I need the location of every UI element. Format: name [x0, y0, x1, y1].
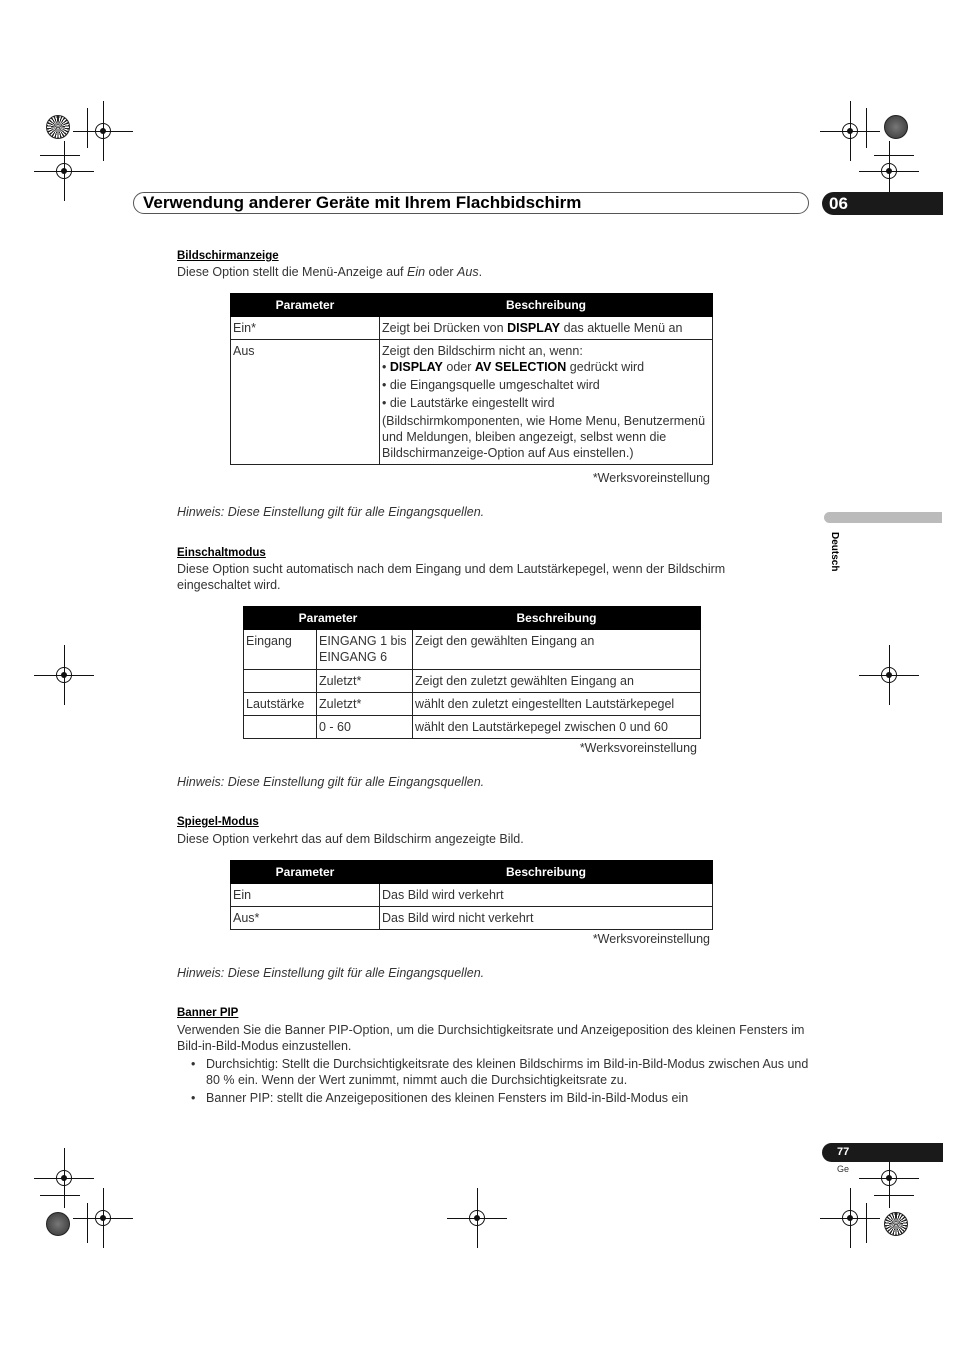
table-row: [244, 716, 701, 739]
desc-bullet: • die Lautstärke eingestellt wird: [382, 396, 555, 410]
table-row: [231, 884, 713, 907]
section-intro-osd: [177, 264, 482, 280]
list-item: • Durchsichtig: Stellt die Durchsichtigkeitsrate des kleinen Bildschirms im Bild-in-Bild-Modus zwischen Aus und 80 % ein. Wenn der Wert zunimmt, nimmt auch die Durchsichtigkeitsrate zu.: [177, 1056, 817, 1088]
registration-star-icon: [884, 115, 908, 139]
desc-cell: Zeigt den zuletzt gewählten Eingang an: [413, 670, 701, 693]
desc-text: die Eingangsquelle umgeschaltet wird: [389, 378, 600, 392]
table-header-row: [231, 861, 713, 884]
section-heading-osd: Bildschirmanzeige: [177, 250, 279, 262]
column-header-description: Beschreibung: [413, 607, 701, 630]
desc-note: (Bildschirmkomponenten, wie Home Menu, Benutzermenü und Meldungen, bleiben angezeigt, selbst wenn die Bildschirmanzeige-Option auf Aus einstellen.): [382, 414, 706, 460]
language-side-tab: [824, 512, 942, 523]
hint-note: Hinweis: Diese Einstellung gilt für alle Eingangsquellen.: [177, 505, 485, 519]
table-row: [231, 907, 713, 930]
section-heading-banner-pip: Banner PIP: [177, 1007, 239, 1019]
desc-text: die Lautstärke eingestellt wird: [389, 396, 555, 410]
intro-option-aus: Aus: [457, 265, 479, 279]
param-cell: Eingang: [244, 630, 317, 670]
factory-default-note: *Werksvoreinstellung: [579, 741, 697, 755]
column-header-parameter: Parameter: [244, 607, 413, 630]
desc-bullet: • die Eingangsquelle umgeschaltet wird: [382, 378, 600, 392]
crop-line: [866, 108, 867, 148]
value-cell: Zuletzt*: [317, 693, 413, 716]
table-header-row: [231, 294, 713, 317]
crop-line: [874, 1195, 914, 1196]
crop-line: [87, 1203, 88, 1243]
table-row: [244, 670, 701, 693]
desc-cell: wählt den zuletzt eingestellten Lautstärkepegel: [413, 693, 701, 716]
crop-line: [87, 108, 88, 148]
desc-cell: Das Bild wird verkehrt: [380, 884, 713, 907]
desc-cell: [380, 317, 713, 340]
intro-text: oder: [425, 265, 458, 279]
desc-text: oder: [442, 360, 475, 374]
crop-line: [40, 1195, 80, 1196]
section-intro-power-on: Diese Option sucht automatisch nach dem Eingang und dem Lautstärkepegel, wenn der Bildschirm eingeschaltet wird.: [177, 562, 726, 592]
param-cell: Ein: [231, 884, 380, 907]
desc-text: das aktuelle Menü an: [560, 321, 683, 335]
desc-cell: [380, 340, 713, 465]
hint-note: Hinweis: Diese Einstellung gilt für alle Eingangsquellen.: [177, 775, 485, 789]
page-title: Verwendung anderer Geräte mit Ihrem Flachbidschirm: [143, 193, 582, 212]
desc-keyword: DISPLAY: [389, 360, 443, 374]
table-row: [231, 340, 713, 465]
table-row: [244, 693, 701, 716]
section-intro-banner-pip: Verwenden Sie die Banner PIP-Option, um die Durchsichtigkeitsrate und Anzeigeposition des kleinen Fensters im Bild-in-Bild-Modus einzustellen.: [177, 1023, 805, 1053]
desc-cell: Zeigt den gewählten Eingang an: [413, 630, 701, 670]
crop-line: [874, 155, 914, 156]
intro-text: .: [478, 265, 483, 279]
value-cell: Zuletzt*: [317, 670, 413, 693]
registration-star-icon: [46, 1212, 70, 1236]
desc-line: Zeigt den Bildschirm nicht an, wenn:: [382, 344, 583, 358]
param-cell: Ein*: [231, 317, 380, 340]
power-on-parameter-table: [243, 606, 701, 739]
factory-default-note: *Werksvoreinstellung: [592, 471, 710, 485]
desc-keyword: DISPLAY: [507, 321, 561, 335]
param-cell: Aus*: [231, 907, 380, 930]
table-row: [231, 317, 713, 340]
table-header-row: [244, 607, 701, 630]
mirror-parameter-table: [230, 860, 713, 930]
language-side-label: Deutsch: [829, 532, 840, 572]
crop-line: [40, 155, 80, 156]
desc-bullet: • DISPLAY oder AV SELECTION gedrückt wird: [382, 360, 645, 374]
section-heading-mirror: Spiegel-Modus: [177, 816, 259, 828]
param-cell: Lautstärke: [244, 693, 317, 716]
column-header-description: Beschreibung: [380, 294, 713, 317]
value-cell: 0 - 60: [317, 716, 413, 739]
param-cell: [244, 716, 317, 739]
page-language-code: Ge: [837, 1164, 850, 1174]
hint-note: Hinweis: Diese Einstellung gilt für alle Eingangsquellen.: [177, 966, 485, 980]
value-cell: EINGANG 1 bis EINGANG 6: [317, 630, 413, 670]
param-cell: [244, 670, 317, 693]
section-intro-mirror: Diese Option verkehrt das auf dem Bildschirm angezeigte Bild.: [177, 832, 524, 846]
desc-text: gedrückt wird: [566, 360, 645, 374]
factory-default-note: *Werksvoreinstellung: [592, 932, 710, 946]
desc-keyword: AV SELECTION: [474, 360, 567, 374]
crop-line: [866, 1203, 867, 1243]
registration-star-icon: [46, 115, 70, 139]
list-item: • Banner PIP: stellt die Anzeigepositionen des kleinen Fensters im Bild-in-Bild-Modus ein: [177, 1090, 817, 1106]
param-cell: Aus: [231, 340, 380, 465]
column-header-description: Beschreibung: [380, 861, 713, 884]
osd-parameter-table: [230, 293, 713, 465]
section-heading-power-on: Einschaltmodus: [177, 547, 266, 559]
intro-text: Diese Option stellt die Menü-Anzeige auf: [177, 265, 407, 279]
table-row: [244, 630, 701, 670]
desc-text: Zeigt bei Drücken von: [382, 321, 508, 335]
desc-cell: wählt den Lautstärkepegel zwischen 0 und 60: [413, 716, 701, 739]
column-header-parameter: Parameter: [231, 861, 380, 884]
page-number-badge: 77: [822, 1143, 943, 1162]
desc-cell: Das Bild wird nicht verkehrt: [380, 907, 713, 930]
banner-pip-bullet-list: [177, 1056, 817, 1108]
intro-option-ein: Ein: [407, 265, 426, 279]
column-header-parameter: Parameter: [231, 294, 380, 317]
chapter-number-badge: 06: [822, 192, 943, 215]
registration-star-icon: [884, 1212, 908, 1236]
